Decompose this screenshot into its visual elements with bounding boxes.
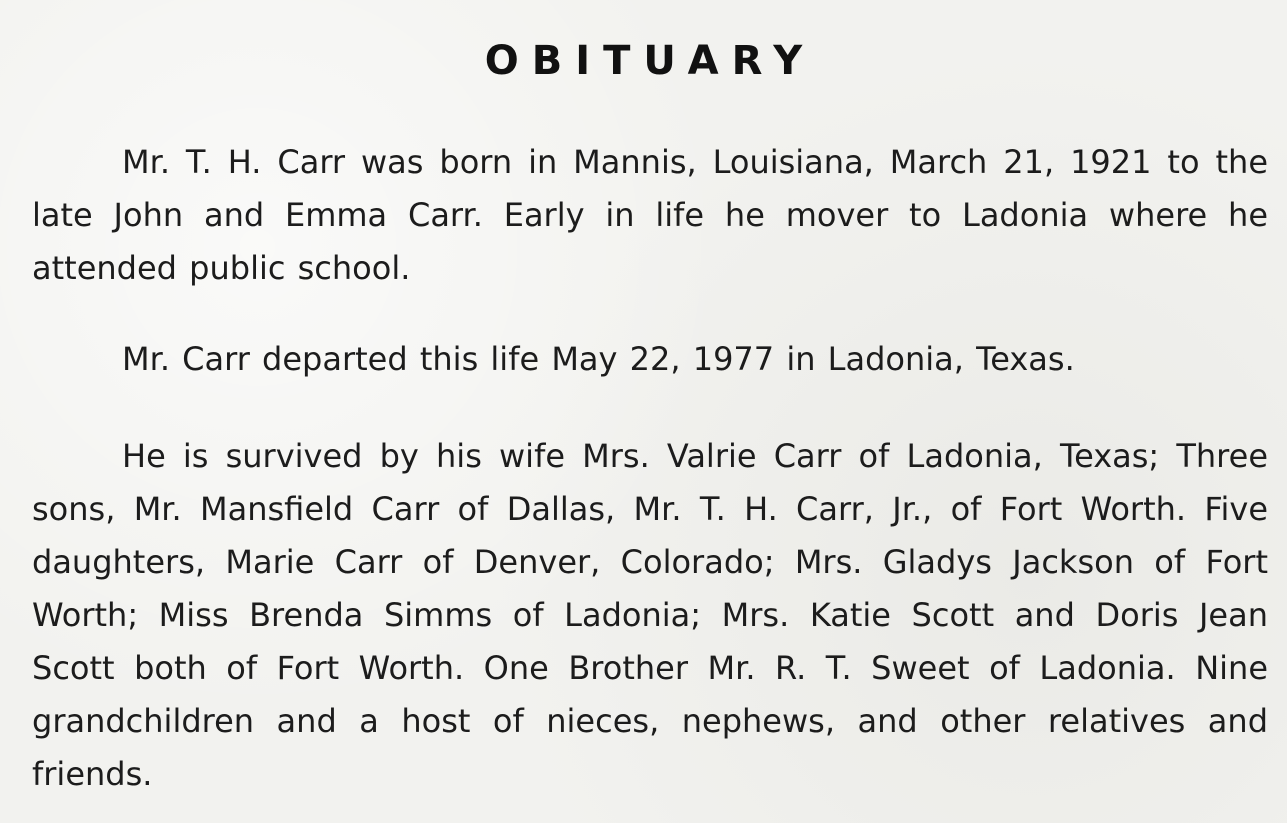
paragraph-death: Mr. Carr departed this life May 22, 1977 in Ladonia, Texas. [122,340,1075,378]
paragraph-birth: Mr. T. H. Carr was born in Mannis, Louisiana, March 21, 1921 to the late John and Emma Carr. Early in life he mover to Ladonia where he attended public school. [32,143,1268,287]
page-title: OBITUARY [484,38,816,84]
paragraph-survivors: He is survived by his wife Mrs. Valrie Carr of Ladonia, Texas; Three sons, Mr. Mansfield Carr of Dallas, Mr. T. H. Carr, Jr., of Fort Worth. Five daughters, Marie Carr of Denver, Colorado; Mrs. Gladys Jackson of Fort Worth; Miss Brenda Simms of Ladonia; Mrs. Katie Scott and Doris Jean Scott both of Fort Worth. One Brother Mr. R. T. Sweet of Ladonia. Nine grandchildren and a host of nieces, nephews, and other relatives and friends. [32,437,1268,793]
